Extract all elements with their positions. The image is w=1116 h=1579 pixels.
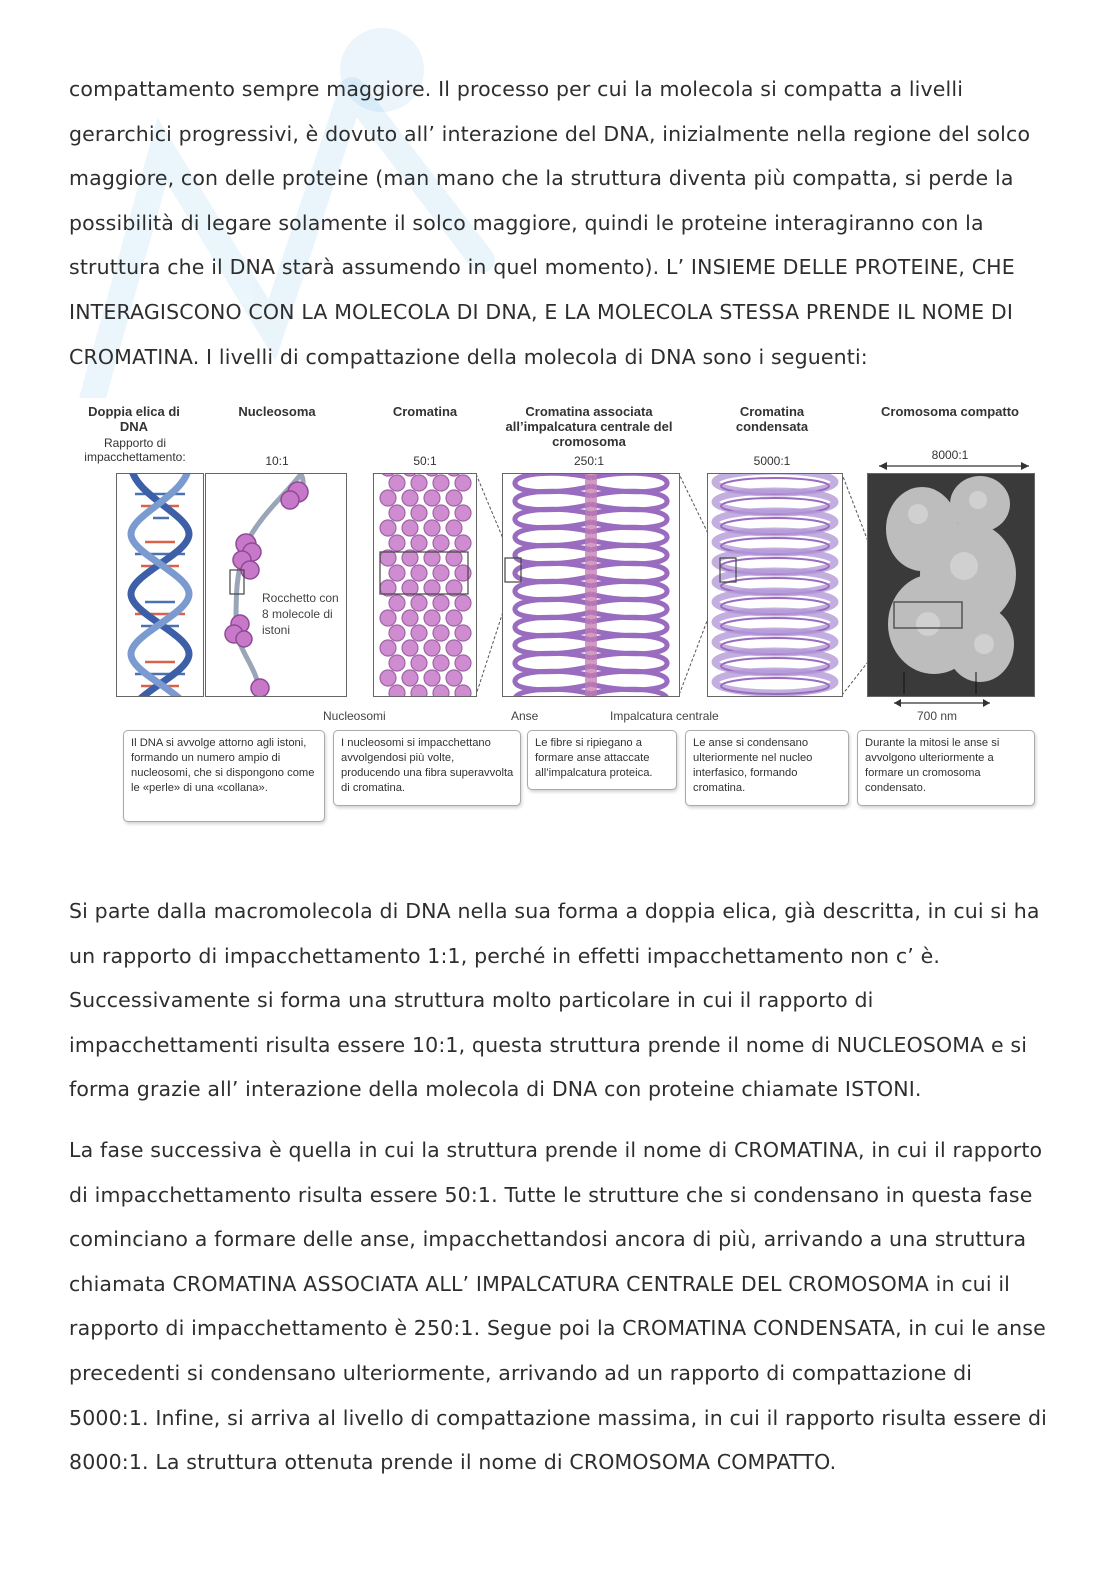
packing-ratio-label: Rapporto di impacchettamento: <box>84 436 186 464</box>
title-double-helix: Doppia elica di DNA <box>88 404 180 434</box>
title-compact-chromosome: Cromosoma compatto <box>881 404 1019 419</box>
ratio-compact-chromosome: 8000:1 <box>931 448 969 462</box>
third-paragraph: La fase successiva è quella in cui la struttura prende il nome di CROMATINA, in cui il rapporto di impacchettamento risulta essere 50:1. Tutte le strutture che si condensano in questa fase cominciano a formare delle anse, impacchettandosi ancora di più, arrivando a una struttura chiamata CROMATINA ASSOCIATA ALL’ IMPALCATURA CENTRALE DEL CROMOSOMA in cui il rapporto di impacchettamento è 250:1. Segue poi la CROMATINA CONDENSATA, in cui le anse precedenti si condensano ulteriormente, arrivando ad un rapporto di compattazione di 5000:1. Infine, si arriva al livello di compattazione massima, in cui il rapporto risulta essere di 8000:1. La struttura ottenuta prende il nome di CROMOSOMA COMPATTO. <box>69 1138 1047 1475</box>
loops-label: Anse <box>511 709 539 723</box>
panel-scaffold-chromatin <box>502 473 680 697</box>
panel-nucleosome <box>205 473 347 697</box>
dna-compaction-figure <box>67 398 1040 836</box>
panel-compact-chromosome <box>867 473 1035 697</box>
ratio-nucleosome: 10:1 <box>265 454 289 468</box>
title-condensed-chromatin: Cromatina condensata <box>735 404 809 434</box>
callout-compact: Durante la mitosi le anse si avvolgono ulteriormente a formare un cromosoma condensato. <box>857 730 1035 806</box>
panel-double-helix <box>116 473 204 697</box>
scaffold-label: Impalcatura centrale <box>610 709 719 723</box>
panel-chromatin <box>373 473 477 697</box>
second-paragraph: Si parte dalla macromolecola di DNA nella sua forma a doppia elica, già descritta, in cui si ha un rapporto di impacchettamento 1:1, perché in effetti impacchettamento non c’ è. Successivamente si forma una struttura molto particolare in cui il rapporto di impacchettamenti risulta essere 10:1, questa struttura prende il nome di NUCLEOSOMA e si forma grazie all’ interazione della molecola di DNA con proteine chiamate ISTONI. <box>69 899 1040 1102</box>
nucleosomes-label: Nucleosomi <box>323 709 386 723</box>
title-scaffold-chromatin: Cromatina associata all’impalcatura centrale del cromosoma <box>505 404 673 449</box>
intro-paragraph: compattamento sempre maggiore. Il processo per cui la molecola si compatta a livelli gerarchici progressivi, è dovuto all’ interazione del DNA, inizialmente nella regione del solco maggiore, con delle proteine (man mano che la struttura diventa più compatta, si perde la possibilità di legare solamente il solco maggiore, quindi le proteine interagiranno con la struttura che il DNA starà assumendo in quel momento). L’ INSIEME DELLE PROTEINE, CHE INTERAGISCONO CON LA MOLECOLA DI DNA, E LA MOLECOLA STESSA PRENDE IL NOME DI CROMATINA. I livelli di compattazione della molecola di DNA sono i seguenti: <box>69 77 1031 369</box>
callout-nucleosome: Il DNA si avvolge attorno agli istoni, formando un numero ampio di nucleosomi, che si dispongono come le «perle» di una «collana». <box>123 730 325 822</box>
ratio-chromatin: 50:1 <box>413 454 437 468</box>
title-nucleosome: Nucleosoma <box>238 404 316 419</box>
spool-label: Rocchetto con 8 molecole di istoni <box>262 591 339 637</box>
callout-scaffold: Le fibre si ripiegano a formare anse attaccate all’impalcatura proteica. <box>527 730 677 790</box>
panel-condensed-chromatin <box>707 473 843 697</box>
scale-bar <box>892 697 992 709</box>
callout-chromatin: I nucleosomi si impacchettano avvolgendosi più volte, producendo una fibra superavvolta di cromatina. <box>333 730 521 806</box>
scale-bar-label: 700 nm <box>917 709 958 723</box>
ratio-scaffold-chromatin: 250:1 <box>573 454 605 468</box>
title-chromatin: Cromatina <box>392 404 458 419</box>
ratio-condensed-chromatin: 5000:1 <box>753 454 791 468</box>
callout-condensed: Le anse si condensano ulteriormente nel nucleo interfasico, formando cromatina. <box>685 730 849 806</box>
